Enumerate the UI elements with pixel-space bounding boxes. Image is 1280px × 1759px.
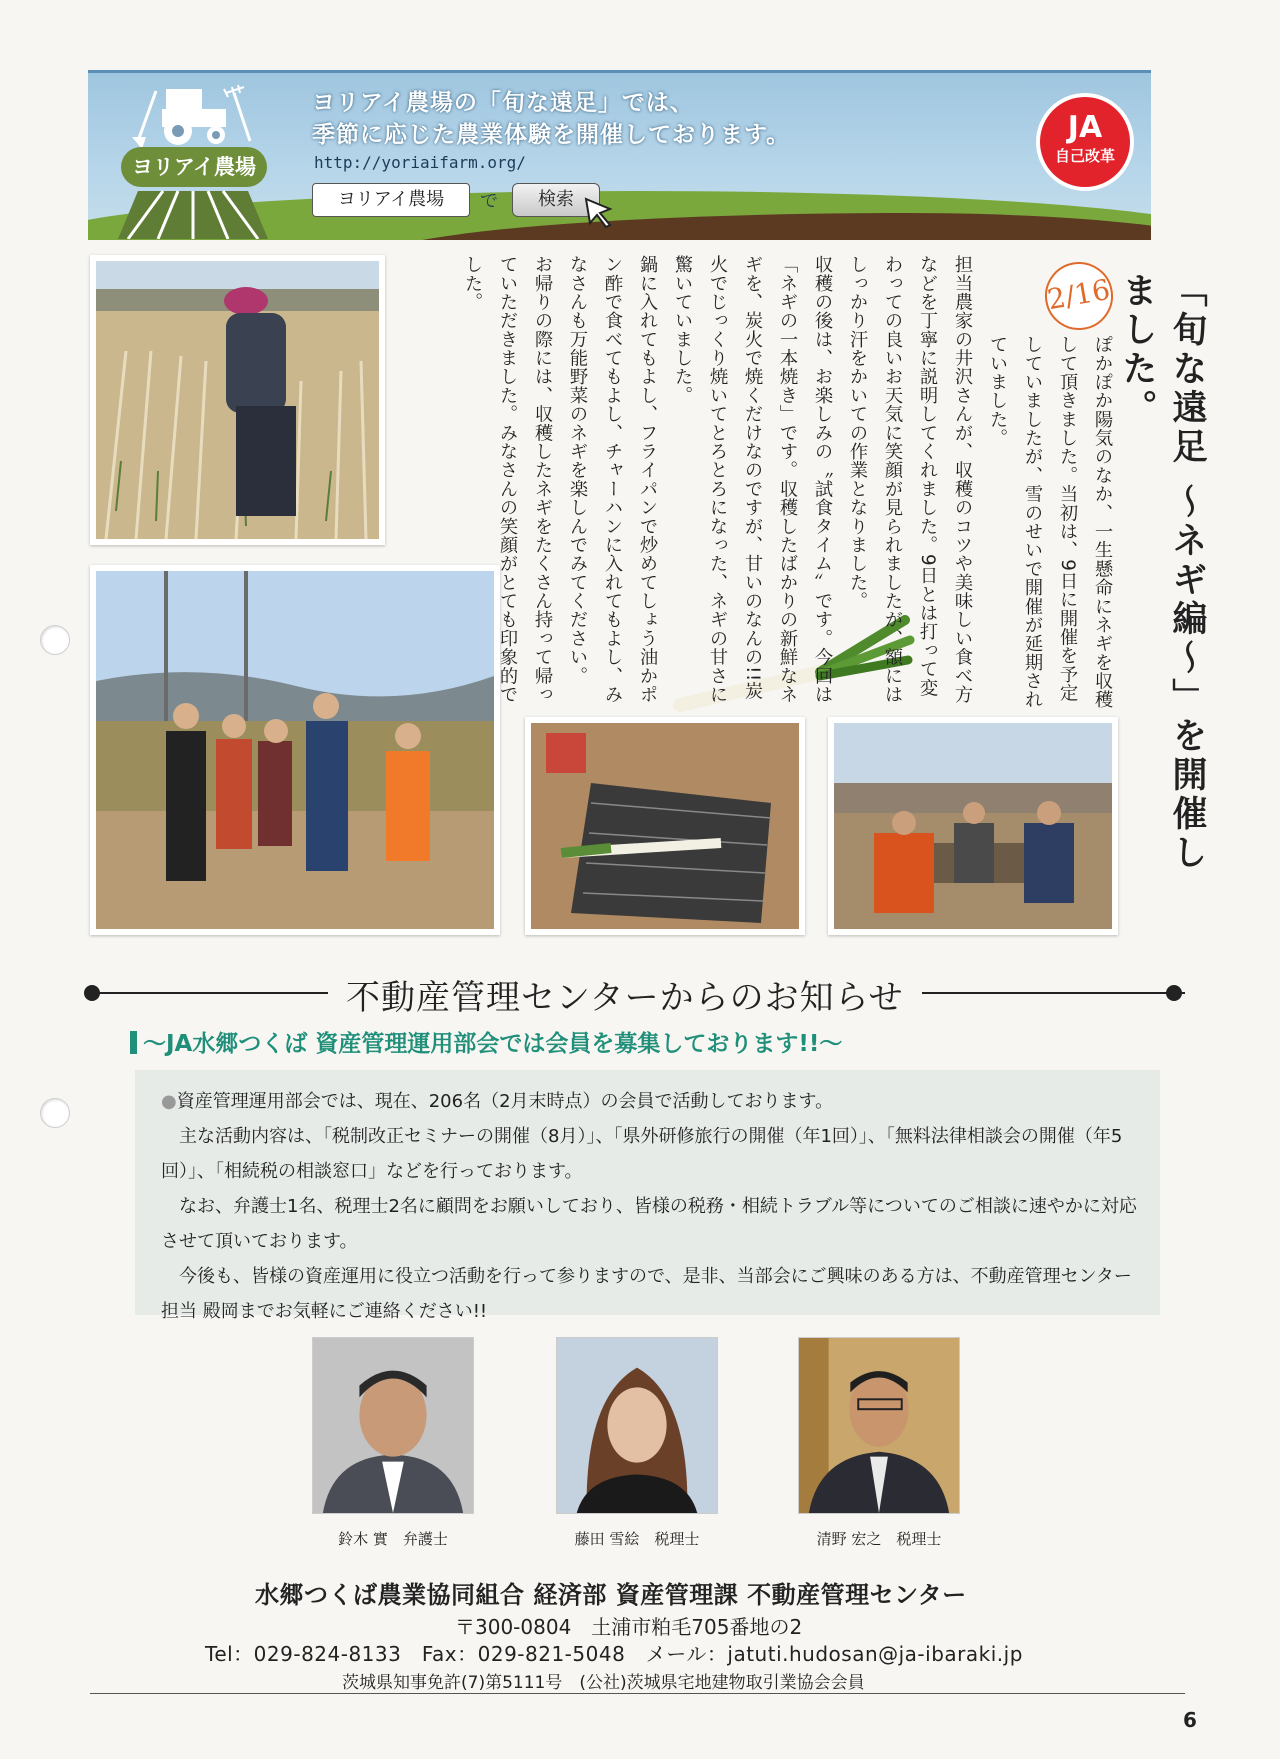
divider-dot-left	[84, 985, 100, 1001]
punch-hole-bottom	[40, 1098, 70, 1128]
punch-hole-top	[40, 625, 70, 655]
notice-paragraph: 主な活動内容は、「税制改正セミナーの開催（8月）」、「県外研修旅行の開催（年1回）」、「無料法律相談会の開催（年5回）」、「相続税の相談窓口」などを行っております。	[161, 1126, 1123, 1182]
search-connector: で	[480, 191, 498, 212]
yoriai-farm-banner	[88, 70, 1151, 240]
notice-subhead	[130, 1025, 842, 1058]
advisor-name: 鈴木 實 弁護士	[338, 1530, 448, 1548]
banner-line-2: 季節に応じた農業体験を開催しております。	[312, 122, 791, 148]
footer-divider	[90, 1693, 1185, 1694]
article-title: 「旬な遠足 ～ネギ編～」を開催しました。	[1117, 272, 1208, 874]
photo-harvesting-leeks	[90, 255, 385, 545]
notice-paragraph: 資産管理運用部会では、現在、206名（2月末時点）の会員で活動しております。	[176, 1091, 834, 1112]
advisor-name: 藤田 雪絵 税理士	[574, 1530, 700, 1548]
banner-line-1: ヨリアイ農場の「旬な遠足」では、	[312, 90, 694, 116]
advisor-photo-fujita	[556, 1337, 718, 1514]
ja-self-reform-badge	[1036, 93, 1134, 191]
footer-license: 茨城県知事免許(7)第5111号 (公社)茨城県宅地建物取引業協会会員	[342, 1673, 865, 1693]
subhead-bar-icon	[130, 1031, 137, 1054]
article-paragraph: ぽかぽか陽気のなか、一生懸命にネギを収穫して頂きました。当初は、9日に開催を予定していましたが、雪のせいで開催が延期されていました。	[987, 335, 1113, 709]
divider-dot-right	[1166, 985, 1182, 1001]
article-paragraph: 担当農家の井沢さんが、収穫のコツや美味しい食べ方などを丁寧に説明してくれました。9日とは打って変わっての良いお天気に笑顔が見られましたが、額にはしっかり汗をかいての作業となりました。	[847, 255, 973, 704]
search-input[interactable]: ヨリアイ農場	[312, 183, 470, 217]
article-paragraph: 鍋に入れてもよし、フライパンで炒めてしょう油かポン酢で食べてもよし、チャーハンに入れてもよし、みなさんも万能野菜のネギを楽しんでみてください。	[567, 255, 658, 704]
footer-address: 〒300-0804 土浦市粕毛705番地の2	[455, 1615, 803, 1639]
advisor-photo-seino	[798, 1337, 960, 1514]
yoriai-farm-logo	[118, 79, 268, 239]
article-body	[350, 255, 1120, 715]
bullet-icon: ●	[161, 1091, 177, 1112]
article-paragraph: 収穫の後は、お楽しみの〝試食タイム〟です。今回は「ネギの一本焼き」です。収穫したばかりの新鮮なネギを、炭火で焼くだけなのですが、甘いのなんの!!炭火でじっくり焼いてとろとろになった、ネギの甘さに驚いていました。	[672, 255, 833, 704]
badge-main: JA	[1067, 110, 1103, 145]
badge-sub: 自己改革	[1054, 147, 1115, 165]
search-button[interactable]: 検索	[512, 183, 600, 217]
page-number: 6	[1183, 1708, 1197, 1732]
photo-grilling-leeks	[525, 717, 805, 935]
subhead-text: ～JA水郷つくば 資産管理運用部会では会員を募集しております!!～	[143, 1031, 843, 1057]
farm-logo-label: ヨリアイ農場	[121, 147, 267, 187]
cursor-icon	[584, 197, 616, 229]
banner-headline	[312, 87, 790, 151]
farm-url[interactable]: http://yoriaifarm.org/	[314, 153, 526, 172]
notice-paragraph: 今後も、皆様の資産運用に役立つ活動を行って参りますので、是非、当部会にご興味のある方は、不動産管理センター 担当 殿岡までお気軽にご連絡ください!!	[161, 1266, 1132, 1322]
advisor-name: 清野 宏之 税理士	[816, 1530, 942, 1548]
advisor-photo-suzuki	[312, 1337, 474, 1514]
notice-paragraph: なお、弁護士1名、税理士2名に顧問をお願いしており、皆様の税務・相続トラブル等についてのご相談に速やかに対応させて頂いております。	[161, 1196, 1137, 1252]
footer-contact: Tel：029-824-8133 Fax：029-821-5048 メール：jatuti.hudosan@ja-ibaraki.jp	[205, 1642, 1023, 1666]
article-paragraph: お帰りの際には、収穫したネギをたくさん持って帰っていただきました。みなさんの笑顔がとても印象的でした。	[462, 255, 553, 704]
photo-tasting-time	[828, 717, 1118, 935]
notice-section-title: 不動産管理センターからのお知らせ	[328, 970, 922, 1019]
footer-organization: 水郷つくば農業協同組合 経済部 資産管理課 不動産管理センター	[255, 1581, 967, 1609]
event-date: 2/16	[1040, 257, 1119, 336]
notice-box	[135, 1070, 1160, 1322]
